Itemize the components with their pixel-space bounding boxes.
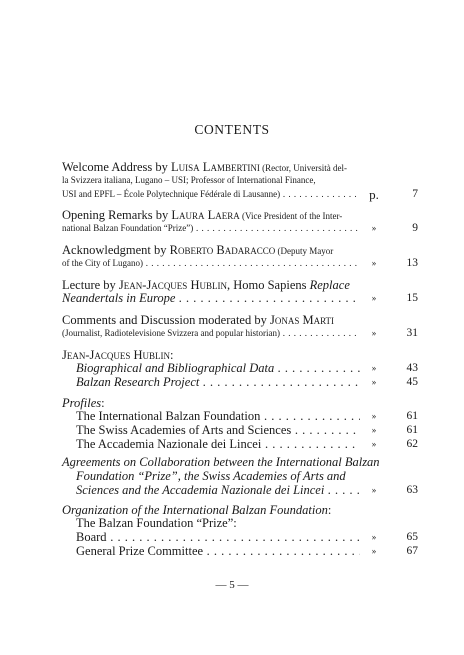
page-number-footer: — 5 — <box>215 579 249 591</box>
page-prefix: p. <box>369 187 379 202</box>
toc-entry-welcome[interactable] <box>62 188 418 201</box>
toc-entry-welcome-line3: USI and EPFL – École Polytechnique Fédérale di Lausanne) . . . <box>62 188 360 201</box>
entry-title: The Swiss Academies of Arts and Sciences . . . <box>76 424 360 437</box>
entry-title: The Accademia Nazionale dei Lincei . . . <box>76 438 360 451</box>
toc-entry-acknowledgment-line2: of the City of Lugano) . . . <box>62 257 360 270</box>
page-ditto-mark: » <box>371 293 377 303</box>
entry-title: Opening Remarks by <box>62 208 172 222</box>
toc-entry-opening-line2: national Balzan Foundation “Prize”) . . . <box>62 222 360 235</box>
page-ditto-mark: » <box>371 411 377 421</box>
page-ditto-mark: » <box>371 425 377 435</box>
toc-entry-lecture-line1 <box>62 278 418 292</box>
page-number: 43 <box>406 362 418 374</box>
section-colon: : <box>101 396 105 410</box>
toc-section-profiles <box>62 396 418 410</box>
toc-entry-comments-line2: (Journalist, Radiotelevisione Svizzera and popular historian) . . . <box>62 327 360 340</box>
page-number: 7 <box>412 188 418 200</box>
entry-title: The International Balzan Foundation . . . <box>76 410 360 423</box>
toc-entry-agreements-line2: Foundation “Prize”, the Swiss Academies of Arts and <box>76 469 346 483</box>
page-number: 65 <box>406 531 418 543</box>
section-colon: : <box>327 503 332 517</box>
speaker-name: Jean-Jacques Hublin <box>118 278 227 292</box>
page-number: 9 <box>412 222 418 234</box>
speaker-name: Luisa Lambertini <box>171 160 260 174</box>
lecture-title: , Homo Sapiens <box>226 278 310 292</box>
page-number: 15 <box>406 292 418 304</box>
speaker-name: Jonas Marti <box>269 313 335 327</box>
toc-entry-acknowledgment-line1 <box>62 243 418 258</box>
toc-entry-acknowledgment[interactable] <box>62 257 418 270</box>
toc-subsection-balzan-prize: The Balzan Foundation “Prize”: <box>76 516 237 530</box>
page-ditto-mark: » <box>371 258 377 268</box>
section-name: Jean-Jacques Hublin <box>62 348 171 362</box>
toc-entry-comments-line1 <box>62 313 418 327</box>
page-number: 45 <box>406 376 418 388</box>
toc-entry-welcome-line2: la Svizzera italiana, Lugano – USI; Professor of International Finance, <box>62 175 316 185</box>
toc-entry-agreements-line1: Agreements on Collaboration between the International Balzan <box>62 455 380 469</box>
page-ditto-mark: » <box>371 485 377 495</box>
toc-entry-board[interactable] <box>76 531 418 544</box>
entry-title: Balzan Research Project . . . <box>76 376 360 389</box>
page-ditto-mark: » <box>371 223 377 233</box>
entry-title: Welcome Address by <box>62 160 172 174</box>
entry-title: General Prize Committee . . . <box>76 545 360 558</box>
toc-entry-agreements-line3: Sciences and the Accademia Nazionale dei Lincei . . . <box>76 484 360 497</box>
toc-entry-swiss-academies[interactable] <box>76 424 418 437</box>
toc-entry-research-project[interactable] <box>76 376 418 389</box>
toc-entry-balzan-foundation[interactable] <box>76 410 418 423</box>
page-number: 13 <box>406 257 418 269</box>
page-number: 67 <box>406 545 418 557</box>
page-ditto-mark: » <box>371 532 377 542</box>
speaker-description: (Vice President of the Inter- <box>239 211 343 221</box>
entry-title: Acknowledgment by <box>62 243 170 257</box>
contents-heading: CONTENTS <box>194 122 270 137</box>
toc-entry-lecture-line2: Neandertals in Europe . . . <box>62 292 360 305</box>
toc-section-hublin <box>62 348 418 362</box>
entry-title: Board . . . <box>76 531 360 544</box>
toc-section-organization <box>62 503 418 517</box>
toc-entry-agreements[interactable] <box>76 484 418 497</box>
toc-entry-opening[interactable] <box>62 222 418 235</box>
page-number: 31 <box>406 327 418 339</box>
page-ditto-mark: » <box>371 546 377 556</box>
toc-entry-biographical-data[interactable] <box>76 362 418 375</box>
speaker-description: (Rector, Università del- <box>259 163 348 173</box>
speaker-description: (Deputy Mayor <box>275 246 334 256</box>
page-ditto-mark: » <box>371 377 377 387</box>
page-ditto-mark: » <box>371 363 377 373</box>
entry-title: Comments and Discussion moderated by <box>62 313 270 327</box>
section-name: Profiles <box>62 396 102 410</box>
speaker-name: Roberto Badaracco <box>169 243 276 257</box>
page-ditto-mark: » <box>371 439 377 449</box>
toc-entry-opening-line1 <box>62 208 418 223</box>
page-number: 61 <box>406 410 418 422</box>
page-number: 61 <box>406 424 418 436</box>
page-number: 62 <box>406 438 418 450</box>
toc-entry-lecture[interactable] <box>62 292 418 305</box>
entry-title: Lecture by <box>62 278 119 292</box>
toc-entry-accademia-lincei[interactable] <box>76 438 418 451</box>
lecture-title-italic: Replace <box>309 278 350 292</box>
page-ditto-mark: » <box>371 328 377 338</box>
section-colon: : <box>170 348 174 362</box>
page-number: 63 <box>406 484 418 496</box>
toc-entry-comments[interactable] <box>62 327 418 340</box>
toc-entry-welcome-line1 <box>62 160 418 175</box>
section-name: Organization of the International Balzan Foundation <box>62 503 328 517</box>
speaker-name: Laura Laera <box>171 208 240 222</box>
entry-title: Biographical and Bibliographical Data . . . <box>76 362 360 375</box>
toc-entry-prize-committee[interactable] <box>76 545 418 558</box>
